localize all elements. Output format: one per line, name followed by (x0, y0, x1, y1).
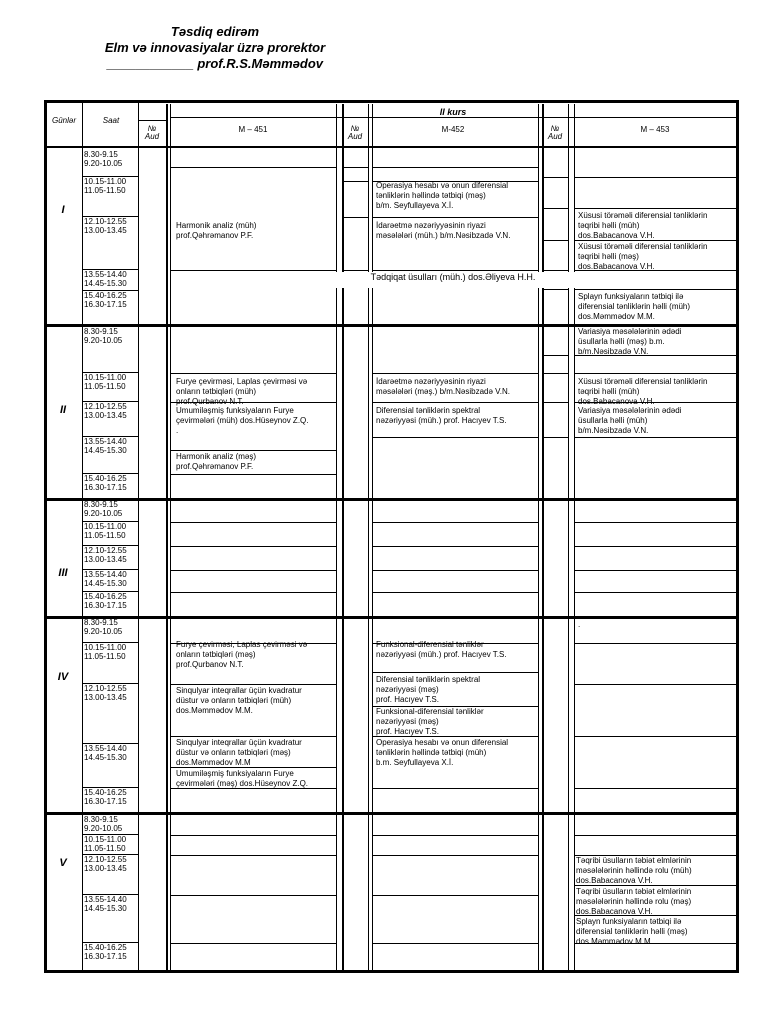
grid-hline (82, 683, 138, 684)
grid-hline (542, 270, 568, 271)
lesson-day1-m453b-line: dos.Babacanova V.H. (578, 262, 655, 271)
grid-vline (538, 104, 539, 970)
time-slot: 8.30-9.15 (84, 500, 118, 509)
grid-vline (568, 104, 569, 970)
grid-hline (574, 684, 736, 685)
grid-hline (372, 402, 538, 403)
lesson-day1-m453c-line: dos.Məmmədov M.M. (578, 312, 655, 321)
grid-hline (372, 672, 538, 673)
grid-hline (82, 290, 138, 291)
lesson-day4-m453-dot: . (578, 620, 581, 629)
time-slot: 9.20-10.05 (84, 627, 123, 636)
lesson-day5-m453a-line: məsələlərinin həllində rolu (müh) (576, 866, 692, 875)
grid-hline (574, 289, 736, 290)
lesson-day2-m453c-line: b/m.Nəsibzadə V.N. (578, 426, 649, 435)
lesson-day4-m451c-line: dos.Məmmədov M.M (176, 758, 251, 767)
lesson-day5-m453b-line: məsələlərinin həllində rolu (məş) (576, 897, 692, 906)
time-slot: 13.00-13.45 (84, 864, 127, 873)
grid-hline (372, 592, 538, 593)
time-slot: 13.55-14.40 (84, 437, 127, 446)
grid-hline (170, 684, 336, 685)
lesson-day4-m452d-line: Operasiya hesabı və onun diferensial (376, 738, 509, 747)
header-aud-no: № (550, 124, 560, 133)
day-label: IV (57, 671, 69, 683)
lesson-day2-m451c-line: prof.Qəhrəmanov P.F. (176, 462, 254, 471)
time-slot: 14.45-15.30 (84, 753, 127, 762)
lesson-day4-m452b-line: Diferensial tənliklərin spektral (376, 675, 481, 684)
time-slot: 10.15-11.00 (84, 522, 127, 531)
grid-hline (574, 570, 736, 571)
header-group-m451: M – 451 (238, 125, 268, 134)
lesson-day4-m451b-line: Sinqulyar inteqrallar üçün kvadratur (176, 686, 302, 695)
header-aud-no: № (147, 124, 157, 133)
grid-hline (82, 854, 138, 855)
lesson-day5-m453c-line: diferensial tənliklərin həlli (məş) (576, 927, 688, 936)
grid-hline (82, 834, 138, 835)
lesson-day4-m452c-line: prof. Hacıyev T.S. (376, 727, 439, 736)
lesson-day4-m452a-line: Funksional-diferensial tənliklər (376, 640, 484, 649)
lesson-day1-m452a-line: b/m. Seyfullayeva X.İ. (376, 201, 454, 210)
grid-hline (82, 473, 138, 474)
grid-hline (372, 373, 538, 374)
header-aud-no: № (350, 124, 360, 133)
grid-hline (44, 616, 736, 619)
time-slot: 11.05-11.50 (84, 186, 126, 195)
day-label: II (59, 404, 67, 416)
lesson-day2-m451b-line: çevirmələri (müh) dos.Hüseynov Z.Q. (176, 416, 309, 425)
grid-vline (138, 100, 139, 970)
lesson-day2-m453b-line: dos.Babacanova V.H. (578, 397, 655, 406)
time-slot: 14.45-15.30 (84, 904, 127, 913)
grid-hline (372, 217, 538, 218)
lesson-day1-m452b-line: İdarəetmə nəzəriyyəsinin riyazi (376, 221, 486, 230)
lesson-day4-m451a-line: prof.Qurbanov N.T. (176, 660, 244, 669)
time-slot: 14.45-15.30 (84, 446, 127, 455)
grid-vline (343, 104, 344, 970)
grid-vline (44, 100, 47, 973)
grid-hline (82, 372, 138, 373)
day-label: V (59, 857, 67, 869)
grid-hline (372, 570, 538, 571)
grid-hline (82, 591, 138, 592)
grid-hline (170, 736, 336, 737)
grid-hline (574, 643, 736, 644)
time-slot: 10.15-11.00 (84, 835, 127, 844)
grid-hline (342, 217, 368, 218)
lesson-day5-m453c-line: dos.Məmmədov M.M. (576, 937, 653, 946)
lesson-day4-m451c-line: Sinqulyar inteqrallar üçün kvadratur (176, 738, 302, 747)
lesson-day2-m452a-line: İdarəetmə nəzəriyyəsinin riyazi (376, 377, 486, 386)
time-slot: 12.10-12.55 (84, 402, 127, 411)
time-slot: 11.05-11.50 (84, 531, 126, 540)
grid-hline (170, 522, 336, 523)
grid-hline (542, 289, 568, 290)
approval-block (60, 24, 370, 72)
grid-vline (82, 100, 83, 970)
approval-title: Təsdiq edirəm (170, 24, 260, 39)
lesson-day4-m451a-line: Furye çevirməsi, Laplas çevirməsi və (176, 640, 308, 649)
grid-hline (82, 176, 138, 177)
grid-hline (170, 474, 336, 475)
lesson-day5-m453c-line: Splayn funksiyaların tətbiqi ilə (576, 917, 682, 926)
lesson-day2-m451b-line: . (176, 426, 179, 435)
grid-vline (372, 104, 373, 970)
lesson-day5-m453b-line: dos.Babacanova V.H. (576, 907, 653, 916)
header-group-m453: M – 453 (640, 125, 670, 134)
grid-hline (170, 570, 336, 571)
time-slot: 14.45-15.30 (84, 279, 127, 288)
lesson-span: Tədqiqat üsulları (müh.) dos.Əliyeva H.H. (370, 272, 536, 282)
time-slot: 10.15-11.00 (84, 643, 127, 652)
lesson-day1-m453b-line: Xüsusi törəməli diferensial tənliklərin (578, 242, 708, 251)
header-days: Günlər (51, 116, 76, 125)
day-label: III (58, 567, 68, 579)
time-slot: 12.10-12.55 (84, 684, 127, 693)
grid-hline (44, 970, 738, 973)
time-slot: 8.30-9.15 (84, 618, 118, 627)
lesson-day4-m451c-line: düstur və onların tətbiqləri (məş) (176, 748, 291, 757)
lesson-day2-m451a-line: Furye çevirməsi, Laplas çevirməsi və (176, 377, 308, 386)
grid-hline (574, 437, 736, 438)
grid-hline (574, 736, 736, 737)
grid-hline (82, 787, 138, 788)
lesson-day4-m451b-line: dos.Məmmədov M.M. (176, 706, 253, 715)
grid-hline (372, 835, 538, 836)
time-slot: 10.15-11.00 (84, 373, 127, 382)
grid-hline (372, 788, 538, 789)
grid-hline (44, 146, 736, 148)
time-slot: 13.00-13.45 (84, 693, 127, 702)
time-slot: 12.10-12.55 (84, 546, 127, 555)
grid-hline (170, 835, 336, 836)
lesson-day2-m453a-line: üsullarla həlli (məş) b.m. (578, 337, 665, 346)
lesson-day4-m451d-line: çevirmələri (məş) dos.Hüseynov Z.Q. (176, 779, 309, 788)
grid-hline (170, 943, 336, 944)
lesson-day1-m452a-line: Operasiya hesabı və onun diferensial (376, 181, 509, 190)
grid-hline (372, 546, 538, 547)
grid-vline (574, 104, 575, 970)
lesson-day2-m453b-line: Xüsusi törəməli diferensial tənliklərin (578, 377, 708, 386)
time-slot: 11.05-11.50 (84, 844, 126, 853)
lesson-day4-m452d-line: b.m. Seyfullayeva X.İ. (376, 758, 454, 767)
time-slot: 16.30-17.15 (84, 300, 127, 309)
time-slot: 12.10-12.55 (84, 855, 127, 864)
grid-hline (574, 208, 736, 209)
grid-hline (372, 167, 538, 168)
time-slot: 16.30-17.15 (84, 952, 127, 961)
lesson-day2-m452b-line: Diferensial tənliklərin spektral (376, 406, 481, 415)
grid-hline (372, 895, 538, 896)
grid-hline (170, 373, 336, 374)
grid-hline (82, 401, 138, 402)
header-course: II kurs (439, 107, 467, 117)
header-aud: Aud (144, 132, 160, 141)
time-slot: 13.00-13.45 (84, 555, 127, 564)
lesson-day1-m453a-line: dos.Babacanova V.H. (578, 231, 655, 240)
lesson-day1-m453a-line: təqribi həlli (müh) (578, 221, 640, 230)
grid-hline (342, 181, 368, 182)
lesson-day4-m451b-line: düstur və onların tətbiqləri (müh) (176, 696, 292, 705)
approval-signature: ____________ prof.R.S.Məmmədov (106, 56, 324, 71)
grid-hline (542, 373, 568, 374)
lesson-day2-m453a-line: b/m.Nəsibzadə V.N. (578, 347, 649, 356)
lesson-day2-m451c-line: Harmonik analiz (məş) (176, 452, 257, 461)
grid-hline (574, 177, 736, 178)
time-slot: 13.55-14.40 (84, 270, 127, 279)
time-slot: 15.40-16.25 (84, 788, 127, 797)
grid-hline (82, 216, 138, 217)
grid-hline (170, 167, 336, 168)
time-slot: 16.30-17.15 (84, 483, 127, 492)
lesson-day2-m453a-line: Variasiya məsələlərinin ədədi (578, 327, 682, 336)
grid-hline (82, 569, 138, 570)
grid-hline (170, 270, 336, 271)
time-slot: 13.00-13.45 (84, 226, 127, 235)
grid-vline (368, 104, 369, 970)
lesson-day4-m452a-line: nəzəriyyəsi (müh.) prof. Hacıyev T.S. (376, 650, 507, 659)
grid-hline (44, 812, 736, 815)
time-slot: 12.10-12.55 (84, 217, 127, 226)
time-slot: 13.55-14.40 (84, 570, 127, 579)
grid-hline (542, 177, 568, 178)
time-slot: 8.30-9.15 (84, 150, 118, 159)
time-slot: 9.20-10.05 (84, 509, 123, 518)
time-slot: 9.20-10.05 (84, 336, 123, 345)
time-slot: 15.40-16.25 (84, 291, 127, 300)
grid-hline (82, 545, 138, 546)
time-slot: 11.05-11.50 (84, 382, 126, 391)
grid-hline (574, 373, 736, 374)
lesson-day2-m453c-line: üsullarla həlli (müh) (578, 416, 648, 425)
lesson-day2-m452b-line: nəzəriyyəsi (müh.) prof. Hacıyev T.S. (376, 416, 507, 425)
grid-hline (372, 522, 538, 523)
grid-hline (372, 437, 538, 438)
grid-hline (82, 942, 138, 943)
grid-hline (542, 402, 568, 403)
grid-hline (170, 546, 336, 547)
lesson-day1-m451-line: Harmonik analiz (müh) (176, 221, 257, 230)
lesson-day4-m452c-line: Funksional-diferensial tənliklər (376, 707, 484, 716)
lesson-day1-m453c-line: diferensial tənliklərin həlli (müh) (578, 302, 691, 311)
grid-hline (170, 592, 336, 593)
grid-hline (82, 521, 138, 522)
time-slot: 13.55-14.40 (84, 744, 127, 753)
header-aud: Aud (347, 132, 363, 141)
grid-hline (170, 117, 736, 118)
lesson-day1-m451-line: prof.Qəhrəmanov P.F. (176, 231, 254, 240)
time-slot: 15.40-16.25 (84, 592, 127, 601)
grid-hline (542, 355, 568, 356)
grid-hline (138, 120, 166, 121)
lesson-day2-m452a-line: məsələləri (məş.) b/m.Nəsibzadə V.N. (376, 387, 510, 396)
grid-vline (167, 104, 168, 970)
lesson-day1-m452b-line: məsələləri (müh.) b/m.Nəsibzadə V.N. (376, 231, 511, 240)
grid-hline (170, 895, 336, 896)
grid-vline (543, 104, 544, 970)
lesson-day2-m451a-line: onların tətbiqləri (müh) (176, 387, 257, 396)
lesson-day2-m451a-line: prof.Qurbanov N.T. (176, 397, 244, 406)
lesson-day2-m453c-line: Variasiya məsələlərinin ədədi (578, 406, 682, 415)
time-slot: 13.55-14.40 (84, 895, 127, 904)
grid-hline (574, 546, 736, 547)
lesson-day4-m452d-line: tənliklərin həllində tətbiqi (müh) (376, 748, 487, 757)
lesson-day5-m453b-line: Təqribi üsulların təbiət elmlərinin (576, 887, 692, 896)
grid-hline (44, 100, 738, 103)
grid-hline (372, 855, 538, 856)
grid-hline (574, 522, 736, 523)
lesson-day1-m453b-line: təqribi həlli (məş) (578, 252, 639, 261)
lesson-day2-m451b-line: Umumiləşmiş funksiyaların Furye (176, 406, 294, 415)
time-slot: 13.00-13.45 (84, 411, 127, 420)
lesson-day4-m452b-line: prof. Hacıyev T.S. (376, 695, 439, 704)
lesson-day1-m452a-line: tənliklərin həllində tətbiqi (məş) (376, 191, 486, 200)
grid-hline (82, 436, 138, 437)
time-slot: 15.40-16.25 (84, 943, 127, 952)
grid-hline (82, 894, 138, 895)
grid-hline (342, 167, 368, 168)
lesson-day5-m453a-line: dos.Babacanova V.H. (576, 876, 653, 885)
grid-hline (574, 835, 736, 836)
header-group-m452: M-452 (441, 125, 465, 134)
grid-hline (542, 208, 568, 209)
grid-hline (82, 642, 138, 643)
grid-hline (372, 943, 538, 944)
lesson-day4-m452b-line: nəzəriyyəsi (məş) (376, 685, 439, 694)
lesson-day4-m451a-line: onların tətbiqləri (məş) (176, 650, 256, 659)
grid-hline (574, 788, 736, 789)
grid-vline (736, 100, 739, 973)
lesson-day1-m453c-line: Splayn funksiyaların tətbiqi ilə (578, 292, 684, 301)
time-slot: 8.30-9.15 (84, 815, 118, 824)
time-slot: 9.20-10.05 (84, 824, 123, 833)
header-aud: Aud (547, 132, 563, 141)
time-slot: 16.30-17.15 (84, 601, 127, 610)
approval-position: Elm və innovasiyalar üzrə prorektor (104, 40, 326, 55)
time-slot: 15.40-16.25 (84, 474, 127, 483)
grid-hline (82, 269, 138, 270)
lesson-day2-m453b-line: təqribi həlli (müh) (578, 387, 640, 396)
time-slot: 16.30-17.15 (84, 797, 127, 806)
grid-vline (170, 104, 171, 970)
grid-hline (82, 743, 138, 744)
grid-hline (170, 855, 336, 856)
grid-hline (342, 270, 368, 271)
time-slot: 11.05-11.50 (84, 652, 126, 661)
time-slot: 8.30-9.15 (84, 327, 118, 336)
grid-hline (574, 592, 736, 593)
grid-hline (44, 498, 736, 501)
grid-vline (336, 104, 337, 970)
header-hours: Saat (102, 116, 120, 125)
time-slot: 14.45-15.30 (84, 579, 127, 588)
day-label: I (61, 204, 65, 216)
time-slot: 9.20-10.05 (84, 159, 123, 168)
lesson-day1-m453a-line: Xüsusi törəməli diferensial tənliklərin (578, 211, 708, 220)
lesson-day4-m451d-line: Umumiləşmiş funksiyaların Furye (176, 769, 294, 778)
grid-hline (542, 437, 568, 438)
lesson-day5-m453a-line: Təqribi üsulların təbiət elmlərinin (576, 856, 692, 865)
grid-hline (170, 450, 336, 451)
time-slot: 10.15-11.00 (84, 177, 127, 186)
grid-hline (542, 240, 568, 241)
grid-hline (372, 270, 538, 271)
lesson-day4-m452c-line: nəzəriyyəsi (məş) (376, 717, 439, 726)
